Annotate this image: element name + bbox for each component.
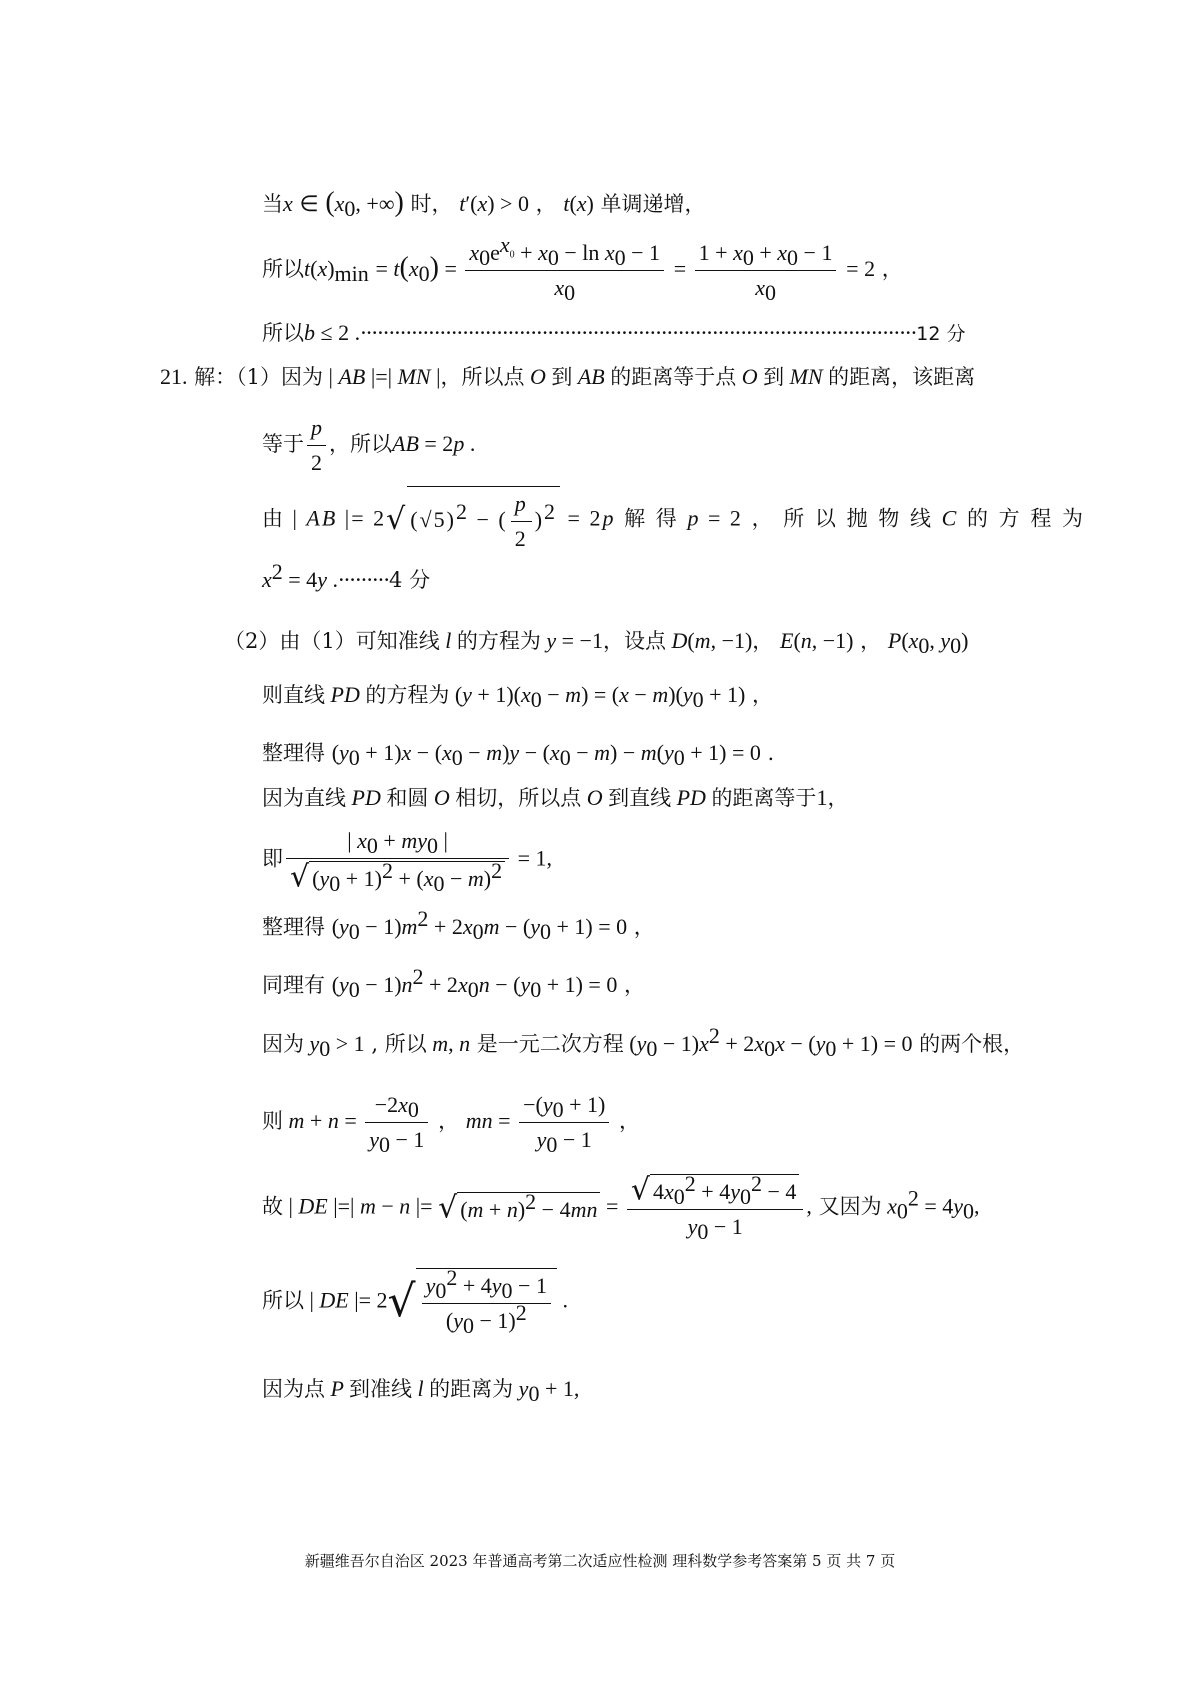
score-12: 12 分 (916, 323, 966, 345)
fraction: $\frac{-2x_0}{y_0 - 1}$ (365, 1090, 428, 1155)
line-15: 因为 $y_0 > 1$ , 所以 m, n 是一元二次方程 $(y_0 - 1)x^2 + 2x_0x - (y_0 + 1) = 0$ 的两个根， (262, 1023, 1025, 1062)
line-9: 则直线 PD 的方程为 $(y + 1)(x_0 - m) = (x - m)(y_0 + 1)$ ， (262, 682, 774, 713)
fraction: $\frac{1 + x_0 + x_0 - 1}{x_0}$ (695, 238, 837, 303)
fraction: $\frac{√ 4x_0^2 + 4y_0^2 - 4}{y_0 - 1}$ (627, 1174, 804, 1242)
fraction: $\frac{| x_0 + my_0 |}{√ (y_0 + 1)^2 + (x_0 - m)^2}$ (286, 826, 509, 894)
line-18: 所以 | DE |= 2√ $\frac{y_0^2 + 4y_0 - 1}{(y_0 - 1)^2}$ . (262, 1265, 568, 1339)
fraction: $\frac{p}{2}$ (307, 413, 326, 478)
line-6: 由 | AB |= 2√ $(√5)^2$ − ( $\frac{p}{2}$ )$^2$ = 2p 解 得 p = 2 ， 所 以 抛 物 线 C 的 方 程 为 (262, 486, 1085, 554)
line-19: 因为点 P 到准线 l 的距离为 $y_0 + 1$, (262, 1376, 580, 1407)
line-7: $x^2 = 4y$ .·········4 分 (262, 559, 431, 592)
score-4: 4 分 (389, 568, 431, 592)
line-10: 整理得 $(y_0 + 1)x - (x_0 - m)y - (x_0 - m) - m(y_0 + 1) = 0$ . (262, 740, 775, 771)
line-12: 即 $\frac{| x_0 + my_0 |}{√ (y_0 + 1)^2 + (x_0 - m)^2}$ = 1, (262, 828, 553, 897)
line-1: 当x ∈ ($x_0$, +∞) 时， t′(x) > 0 ， t(x) 单调递增， (262, 187, 706, 222)
line-5: 等于 $\frac{p}{2}$ ，所以AB = 2p . (262, 413, 475, 478)
fraction: $\frac{x_0e^{x_0} + x_0 - \ln x_0 - 1}{x_0}$ (465, 238, 664, 303)
line-11: 因为直线 PD 和圆 O 相切，所以点 O 到直线 PD 的距离等于1， (262, 785, 849, 810)
line-2: 所以$t(x)_{min} = t(x_0)$ = $\frac{x_0e^{x_0} + x_0 - \ln x_0 - 1}{x_0}$ = $\frac{1 + x_0 + x_0 - 1}{x_0}$ = 2 ， (262, 232, 903, 306)
line-14: 同理有 $(y_0 - 1)n^2 + 2x_0n - (y_0 + 1) = 0$ ， (262, 964, 646, 1003)
page-footer: 新疆维吾尔自治区 2023 年普通高考第二次适应性检测 理科数学参考答案第 5 页 共 7 页 (304, 1552, 896, 1570)
line-16: 则 m + n = $\frac{-2x_0}{y_0 - 1}$ ， mn = $\frac{-(y_0 + 1)}{y_0 - 1}$ ， (262, 1092, 641, 1158)
line-3: 所以b ≤ 2 .··································································································12 分 (262, 320, 966, 345)
line-17: 故 | DE |=| m − n |= √ $(m + n)^2 - 4mn$ = $\frac{√ 4x_0^2 + 4y_0^2 - 4}{y_0 - 1}$ , 又因为 $x_0^2 = 4y_0$, (262, 1171, 980, 1245)
line-8: （2）由（1）可知准线 l 的方程为 y = −1，设点 D(m, −1)， E(n, −1) ， $P(x_0$, $y_0$) (224, 628, 969, 659)
line-13: 整理得 $(y_0 - 1)m^2 + 2x_0m - (y_0 + 1) = 0$ ， (262, 906, 655, 945)
fraction: $\frac{-(y_0 + 1)}{y_0 - 1}$ (519, 1090, 609, 1155)
line-4: 21. 解：（1）因为 | AB |=| MN |，所以点 O 到 AB 的距离等于点 O 到 MN 的距离，该距离 (160, 364, 976, 389)
